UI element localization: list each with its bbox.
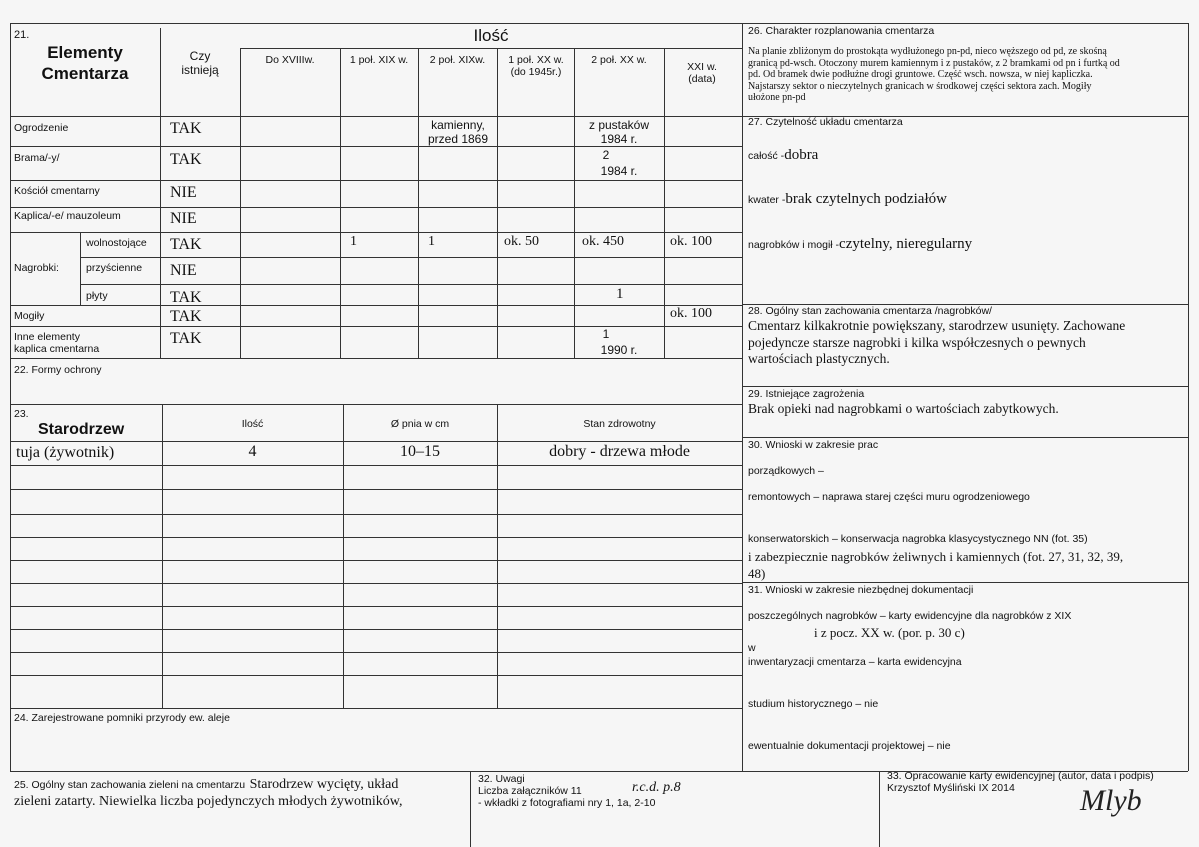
layout-line-4: Najstarszy sektor o nieczytelnych granicach w środkowej części sektora zach. Mogiły	[748, 80, 1092, 92]
author-name-date: Krzysztof Myśliński IX 2014	[887, 782, 1015, 794]
layout-line-3: pd. Od bramek dwie podłużne drogi gruntowe. Część wsch. nowsza, w niej kapliczka.	[748, 69, 1093, 80]
tree-species: tuja (żywotnik)	[16, 444, 115, 461]
freestanding-xx1: ok. 50	[504, 234, 539, 249]
freestanding-xxi: ok. 100	[670, 234, 712, 249]
row-label-graves: Mogiły	[14, 310, 45, 322]
documentation-tombstones-2: i z pocz. XX w. (por. p. 30 c)	[814, 625, 965, 640]
overall-condition-text	[748, 318, 1186, 368]
legibility-quarters-label: kwater -	[748, 194, 786, 206]
exists-header: Czy istnieją	[181, 49, 219, 77]
threats-text: Brak opieki nad nagrobkami o wartościach zabytkowych.	[748, 401, 1059, 416]
exists-fence: TAK	[170, 120, 202, 137]
layout-line-1: Na planie zbliżonym do prostokąta wydłużonego pn-pd, nieco węższego od pd, ze skośną	[748, 46, 1107, 57]
tree-count: 4	[248, 443, 257, 460]
exists-freestanding: TAK	[170, 236, 202, 253]
layout-line-2: granicą pd-wsch. Otoczony murem kamiennym i z pustaków, z 2 bramkami od pn i furtką od	[748, 57, 1120, 69]
protection-label: 22. Formy ochrony	[14, 364, 102, 376]
row-label-chapel: Kaplica/-e/ mauzoleum	[14, 210, 121, 222]
elements-title	[10, 42, 160, 84]
period-header-5: 2 poł. XX w.	[591, 54, 647, 66]
row-label-gate: Brama/-y/	[14, 152, 60, 164]
tree-health: dobry - drzewa młode	[549, 443, 690, 460]
gate-xx2-count: 2	[602, 148, 610, 162]
legibility-whole-label: całość -	[748, 150, 785, 162]
fence-xix2: kamienny, przed 1869	[427, 118, 489, 146]
legibility-whole	[748, 146, 818, 164]
layout-line-5: ułożone pn-pd	[748, 92, 806, 103]
row-label-fence: Ogrodzenie	[14, 122, 69, 134]
other-xx2-count: 1	[602, 327, 610, 341]
condition-line-2: pojedyncze starsze nagrobki i kilka współczesnych o pewnych	[748, 334, 1086, 350]
section-21-number: 21.	[14, 29, 30, 41]
remarks-label: 32. Uwagi	[478, 773, 525, 785]
row-label-slabs: płyty	[86, 290, 108, 302]
freestanding-xix2: 1	[428, 234, 435, 249]
elements-title-line2: Cmentarza	[41, 64, 129, 83]
layout-character-text	[748, 46, 1186, 104]
period-header-4: 1 poł. XX w. (do 1945r.)	[508, 54, 564, 78]
exists-graves: TAK	[170, 308, 202, 325]
slabs-xx2: 1	[616, 286, 624, 302]
remarks-photos: - wkładki z fotografiami nry 1, 1a, 2-10	[478, 797, 656, 809]
legibility-quarters	[748, 190, 947, 208]
threats-label: 29. Istniejące zagrożenia	[748, 388, 865, 400]
row-label-freestanding: wolnostojące	[86, 237, 147, 249]
freestanding-xx2: ok. 450	[582, 234, 624, 249]
documentation-inventory: inwentaryzacji cmentarza – karta ewidencyjna	[748, 656, 962, 668]
greenery-label: 25. Ogólny stan zachowania zieleni na cmentarzu	[14, 779, 246, 791]
period-header-6: XXI w. (data)	[687, 61, 717, 85]
trees-health-header: Stan zdrowotny	[583, 418, 656, 430]
nature-monuments-label: 24. Zarejestrowane pomniki przyrody ew. aleje	[14, 712, 230, 724]
section-23-number: 23.	[14, 408, 29, 420]
row-group-tombstones: Nagrobki:	[14, 262, 59, 274]
row-label-other-2: kaplica cmentarna	[14, 343, 100, 355]
gate-xx2-date: 1984 r.	[600, 164, 638, 178]
row-label-wall: przyścienne	[86, 262, 143, 274]
elements-title-line1: Elementy	[47, 43, 123, 62]
fence-xx2: z pustaków 1984 r.	[588, 118, 650, 146]
row-label-other-1: Inne elementy	[14, 331, 80, 343]
documentation-history: studium historycznego – nie	[748, 698, 879, 710]
greenery-condition	[14, 775, 466, 811]
documentation-project: ewentualnie dokumentacji projektowej – nie	[748, 740, 951, 752]
old-trees-title: Starodrzew	[38, 421, 125, 438]
remarks-handwritten-note: r.c.d. p.8	[632, 780, 681, 795]
layout-character-label: 26. Charakter rozplanowania cmentarza	[748, 25, 935, 37]
row-label-church: Kościół cmentarny	[14, 185, 100, 197]
graves-xxi: ok. 100	[670, 306, 712, 321]
condition-line-1: Cmentarz kilkakrotnie powiększany, starodrzew usunięty. Zachowane	[748, 318, 1126, 333]
legibility-graves-label: nagrobków i mogił -	[748, 239, 840, 251]
legibility-label: 27. Czytelność układu cmentarza	[748, 116, 903, 128]
greenery-text-1: Starodrzew wycięty, układ	[249, 777, 399, 792]
works-cleanup: porządkowych –	[748, 465, 824, 477]
works-repair: remontowych – naprawa starej części muru ogrodzeniowego	[748, 491, 1030, 503]
exists-church: NIE	[170, 184, 197, 201]
exists-slabs: TAK	[170, 289, 202, 306]
works-conservation-3: 48)	[748, 566, 766, 581]
works-conservation: konserwatorskich – konserwacja nagrobka klasycystycznego NN (fot. 35)	[748, 533, 1088, 545]
overall-condition-label: 28. Ogólny stan zachowania cmentarza /nagrobków/	[748, 305, 992, 317]
documentation-label: 31. Wnioski w zakresie niezbędnej dokumentacji	[748, 584, 974, 596]
author-signature: Mlyb	[1080, 784, 1142, 817]
author-label: 33. Opracowanie karty ewidencyjnej (autor, data i podpis)	[887, 770, 1154, 782]
exists-wall: NIE	[170, 262, 197, 279]
trees-count-header: Ilość	[241, 418, 264, 430]
exists-other: TAK	[170, 330, 202, 347]
legibility-whole-value: dobra	[784, 147, 819, 163]
freestanding-xix1: 1	[350, 234, 357, 249]
quantity-header: Ilość	[473, 26, 509, 45]
period-header-3: 2 poł. XIXw.	[429, 54, 486, 66]
greenery-text-2: zieleni zatarty. Niewielka liczba pojedynczych młodych żywotników,	[14, 794, 403, 809]
other-xx2-date: 1990 r.	[600, 343, 638, 357]
condition-line-3: wartościach plastycznych.	[748, 351, 890, 366]
tree-diameter: 10–15	[400, 443, 440, 460]
remarks-attachments: Liczba załączników 11	[478, 785, 582, 797]
works-label: 30. Wnioski w zakresie prac	[748, 439, 879, 451]
exists-gate: TAK	[170, 151, 202, 168]
legibility-graves-value: czytelny, nieregularny	[839, 236, 973, 252]
trees-diameter-header: Ø pnia w cm	[390, 418, 450, 430]
works-conservation-2: i zabezpiecznie nagrobków żeliwnych i kamiennych (fot. 27, 31, 32, 39,	[748, 549, 1124, 564]
documentation-w: w	[748, 642, 756, 654]
exists-chapel: NIE	[170, 210, 197, 227]
legibility-graves	[748, 235, 972, 253]
period-header-1: Do XVIIIw.	[265, 54, 315, 66]
legibility-quarters-value: brak czytelnych podziałów	[785, 191, 947, 207]
period-header-2: 1 poł. XIX w.	[349, 54, 409, 66]
documentation-tombstones: poszczególnych nagrobków – karty ewidencyjne dla nagrobków z XIX	[748, 610, 1072, 622]
